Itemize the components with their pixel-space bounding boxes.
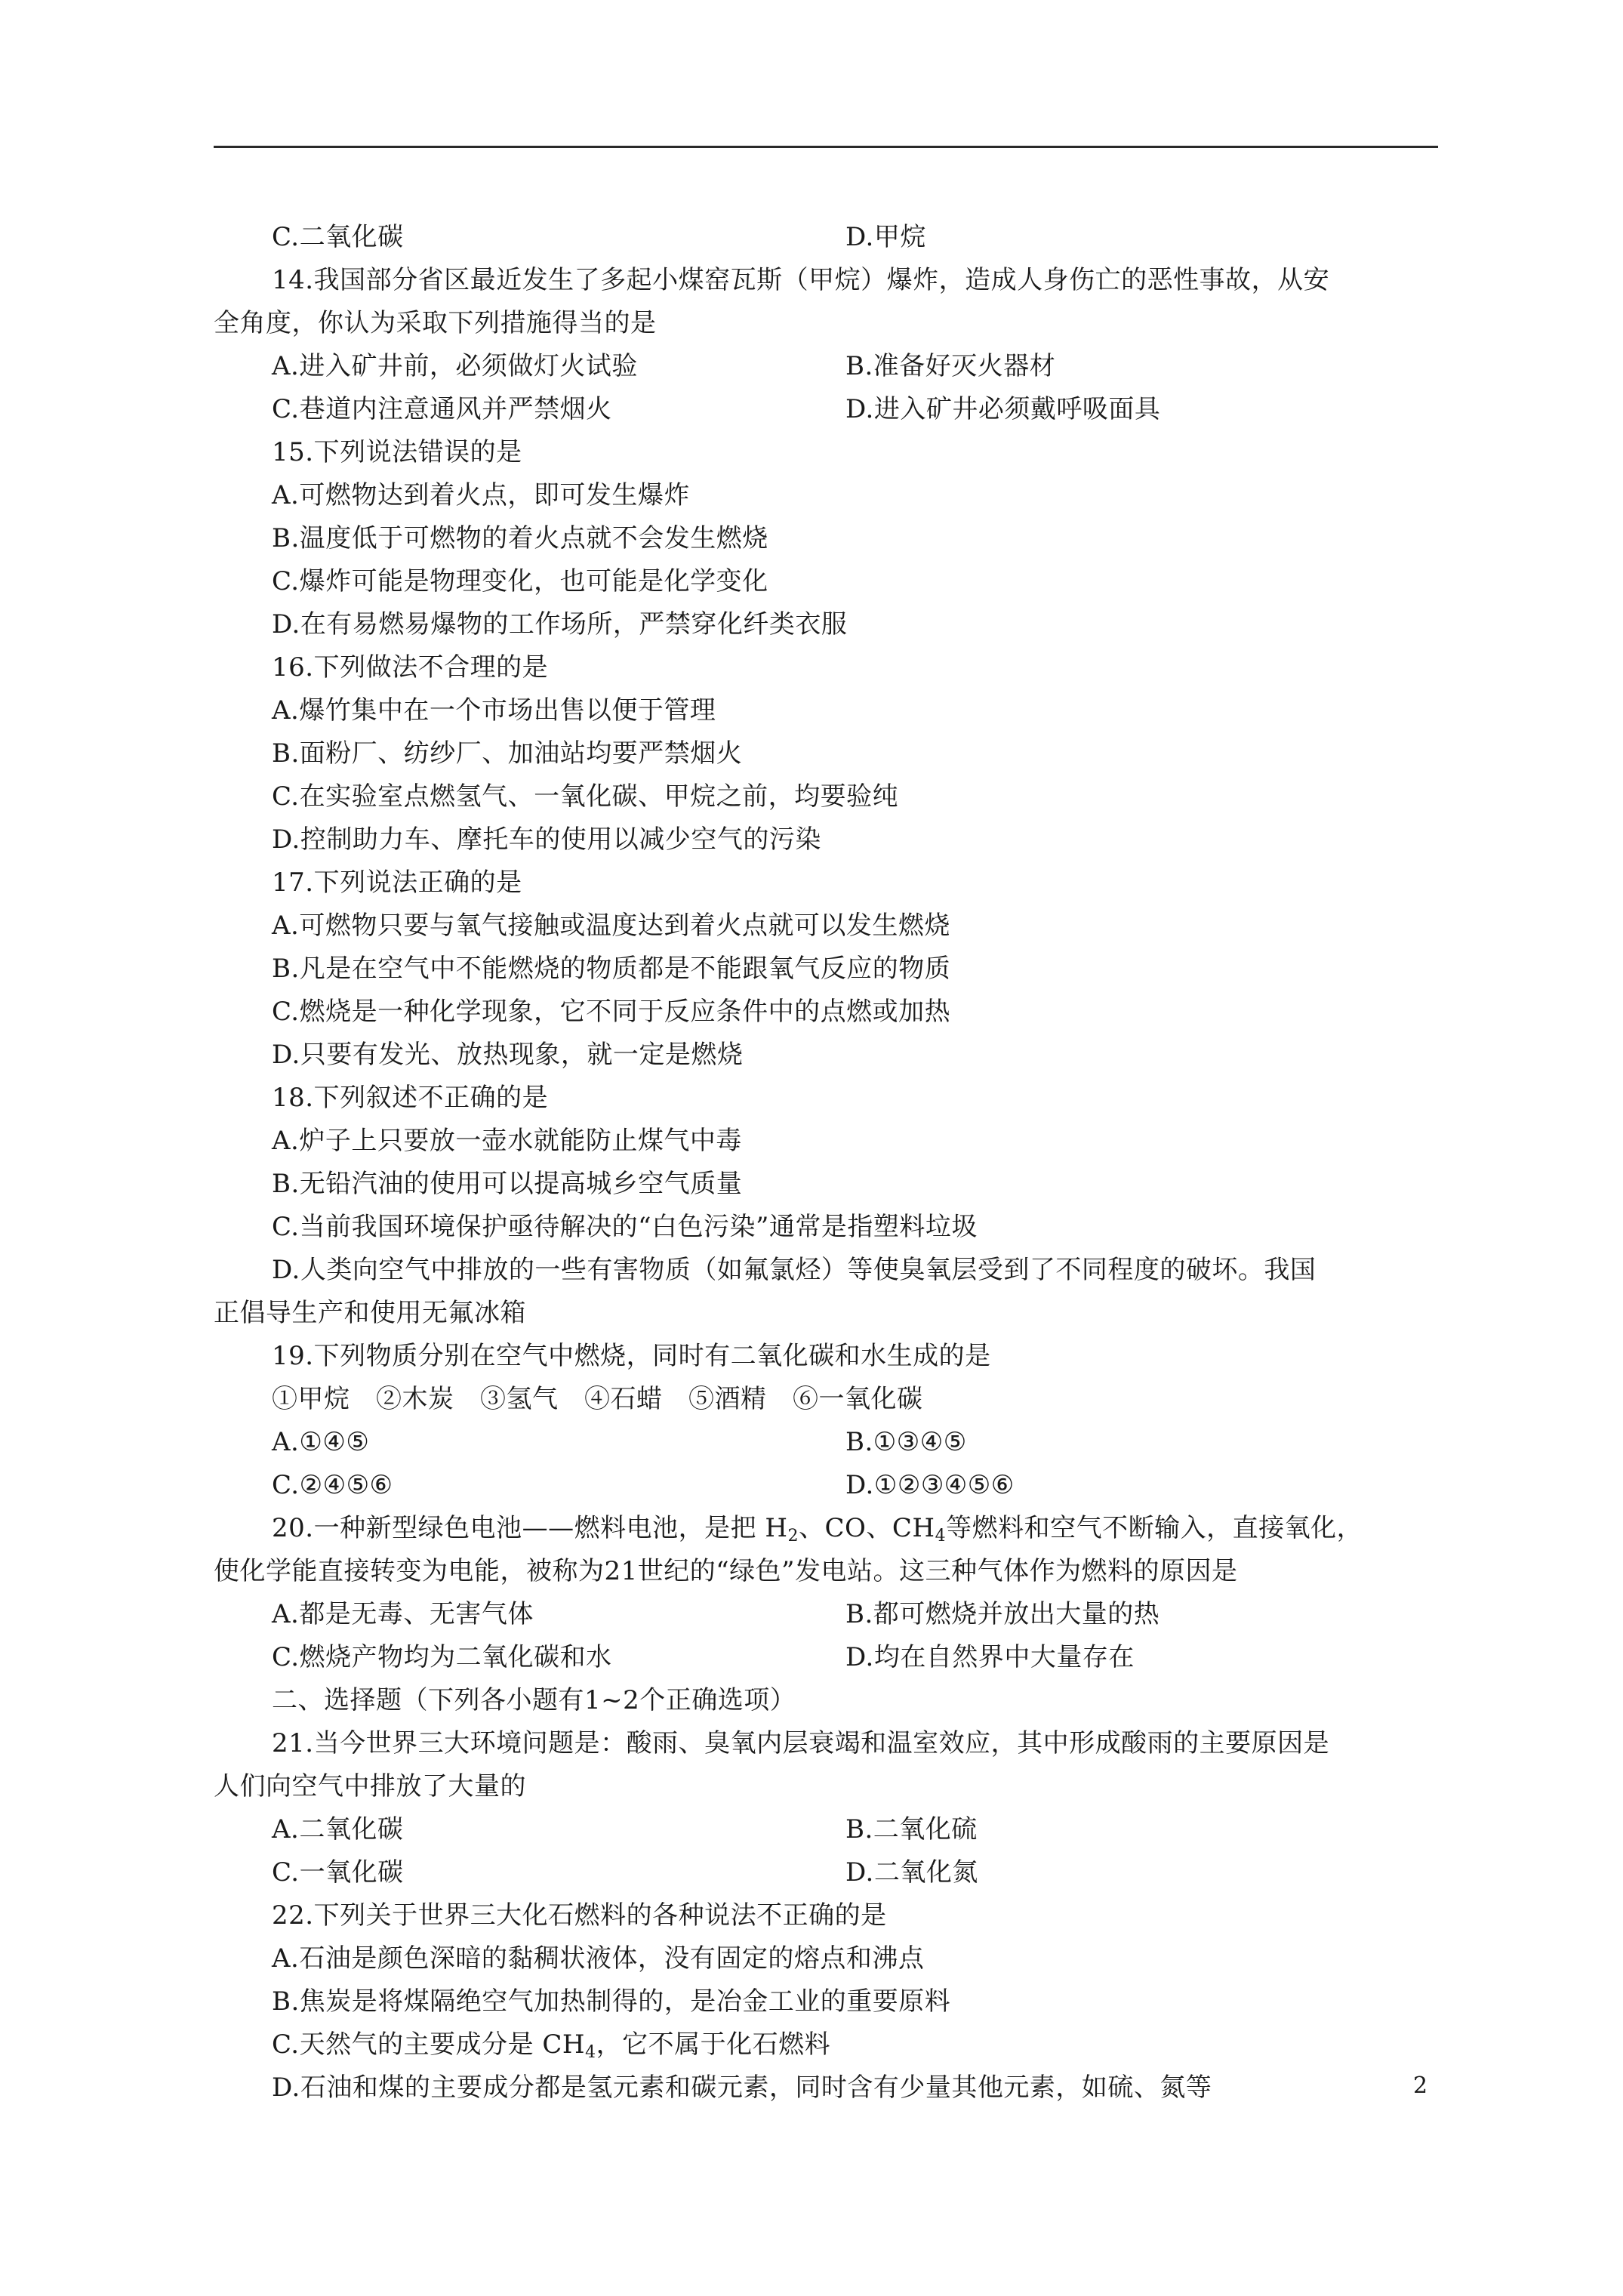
- q21-stem-line1: 21.当今世界三大环境问题是：酸雨、臭氧内层衰竭和温室效应，其中形成酸雨的主要原因是: [272, 1728, 1330, 1758]
- q17-stem: 17.下列说法正确的是: [272, 868, 522, 898]
- q19-option-d: D.①②③④⑤⑥: [845, 1470, 1015, 1500]
- ch4-subscript: 4: [585, 2043, 596, 2062]
- q22-stem: 22.下列关于世界三大化石燃料的各种说法不正确的是: [272, 1900, 887, 1931]
- q19-items: ①甲烷 ②木炭 ③氢气 ④石蜡 ⑤酒精 ⑥一氧化碳: [272, 1384, 923, 1414]
- q15-option-d: D.在有易燃易爆物的工作场所，严禁穿化纤类衣服: [272, 609, 848, 639]
- q18-stem: 18.下列叙述不正确的是: [272, 1083, 549, 1113]
- q16-option-d: D.控制助力车、摩托车的使用以减少空气的污染: [272, 824, 821, 855]
- q21-stem-line2: 人们向空气中排放了大量的: [214, 1771, 526, 1801]
- q22-option-b: B.焦炭是将煤隔绝空气加热制得的，是冶金工业的重要原料: [272, 1986, 951, 2017]
- q15-option-a: A.可燃物达到着火点，即可发生爆炸: [272, 480, 690, 510]
- q17-option-a: A.可燃物只要与氧气接触或温度达到着火点就可以发生燃烧: [272, 911, 950, 941]
- q14-option-d: D.进入矿井必须戴呼吸面具: [845, 394, 1161, 424]
- q14-option-c: C.巷道内注意通风并严禁烟火: [272, 394, 612, 424]
- q21-option-a: A.二氧化碳: [272, 1814, 404, 1845]
- q19-option-b: B.①③④⑤: [845, 1427, 967, 1457]
- q20-stem-part2: 、CO、CH: [799, 1513, 935, 1543]
- q14-stem-line1: 14.我国部分省区最近发生了多起小煤窑瓦斯（甲烷）爆炸，造成人身伤亡的恶性事故，从安: [272, 265, 1330, 295]
- q16-option-a: A.爆竹集中在一个市场出售以便于管理: [272, 695, 716, 726]
- q17-option-b: B.凡是在空气中不能燃烧的物质都是不能跟氧气反应的物质: [272, 954, 951, 984]
- q19-option-a: A.①④⑤: [272, 1427, 370, 1457]
- q20-stem-line1: [272, 1509, 1363, 1547]
- page-number: 2: [1413, 2073, 1428, 2099]
- h2-subscript: 2: [787, 1527, 799, 1546]
- q20-stem-line2: 使化学能直接转变为电能，被称为21世纪的“绿色”发电站。这三种气体作为燃料的原因是: [214, 1556, 1238, 1586]
- q16-stem: 16.下列做法不合理的是: [272, 652, 549, 683]
- q15-option-c: C.爆炸可能是物理变化，也可能是化学变化: [272, 566, 768, 596]
- ch4-subscript: 4: [935, 1527, 947, 1546]
- q18-option-b: B.无铅汽油的使用可以提高城乡空气质量: [272, 1169, 743, 1199]
- q20-stem-part1: 20.一种新型绿色电池——燃料电池，是把 H: [272, 1513, 788, 1543]
- q13-option-d: D.甲烷: [845, 222, 926, 252]
- q17-option-d: D.只要有发光、放热现象，就一定是燃烧: [272, 1040, 744, 1070]
- q22-option-c-part2: ，它不属于化石燃料: [596, 2029, 831, 2060]
- q22-option-a: A.石油是颜色深暗的黏稠状液体，没有固定的熔点和沸点: [272, 1943, 925, 1974]
- q19-option-c: C.②④⑤⑥: [272, 1470, 393, 1500]
- section-2-heading: 二、选择题（下列各小题有1~2个正确选项）: [272, 1685, 796, 1715]
- q20-option-a: A.都是无毒、无害气体: [272, 1599, 534, 1629]
- q22-option-d: D.石油和煤的主要成分都是氢元素和碳元素，同时含有少量其他元素，如硫、氮等: [272, 2073, 1212, 2103]
- q14-option-b: B.准备好灭火器材: [845, 351, 1056, 381]
- q16-option-b: B.面粉厂、纺纱厂、加油站均要严禁烟火: [272, 738, 743, 769]
- q19-stem: 19.下列物质分别在空气中燃烧，同时有二氧化碳和水生成的是: [272, 1341, 991, 1371]
- q14-stem-line2: 全角度，你认为采取下列措施得当的是: [214, 308, 657, 338]
- q15-option-b: B.温度低于可燃物的着火点就不会发生燃烧: [272, 523, 768, 553]
- q15-stem: 15.下列说法错误的是: [272, 437, 522, 467]
- q22-option-c: [272, 2026, 830, 2063]
- q22-option-c-part1: C.天然气的主要成分是 CH: [272, 2029, 586, 2060]
- q16-option-c: C.在实验室点燃氢气、一氧化碳、甲烷之前，均要验纯: [272, 781, 899, 812]
- q17-option-c: C.燃烧是一种化学现象，它不同于反应条件中的点燃或加热: [272, 997, 951, 1027]
- q20-stem-part3: 等燃料和空气不断输入，直接氧化，: [946, 1513, 1363, 1543]
- q13-option-c: C.二氧化碳: [272, 222, 404, 252]
- q20-option-d: D.均在自然界中大量存在: [845, 1642, 1135, 1672]
- q14-option-a: A.进入矿井前，必须做灯火试验: [272, 351, 638, 381]
- q21-option-c: C.一氧化碳: [272, 1857, 404, 1888]
- q20-option-b: B.都可燃烧并放出大量的热: [845, 1599, 1160, 1629]
- q18-option-a: A.炉子上只要放一壶水就能防止煤气中毒: [272, 1126, 742, 1156]
- q20-option-c: C.燃烧产物均为二氧化碳和水: [272, 1642, 612, 1672]
- header-rule: [214, 146, 1438, 148]
- q18-option-c: C.当前我国环境保护亟待解决的“白色污染”通常是指塑料垃圾: [272, 1212, 978, 1242]
- q18-option-d-line1: D.人类向空气中排放的一些有害物质（如氟氯烃）等使臭氧层受到了不同程度的破坏。我国: [272, 1255, 1317, 1285]
- q18-option-d-line2: 正倡导生产和使用无氟冰箱: [214, 1298, 526, 1328]
- q21-option-b: B.二氧化硫: [845, 1814, 978, 1845]
- q21-option-d: D.二氧化氮: [845, 1857, 978, 1888]
